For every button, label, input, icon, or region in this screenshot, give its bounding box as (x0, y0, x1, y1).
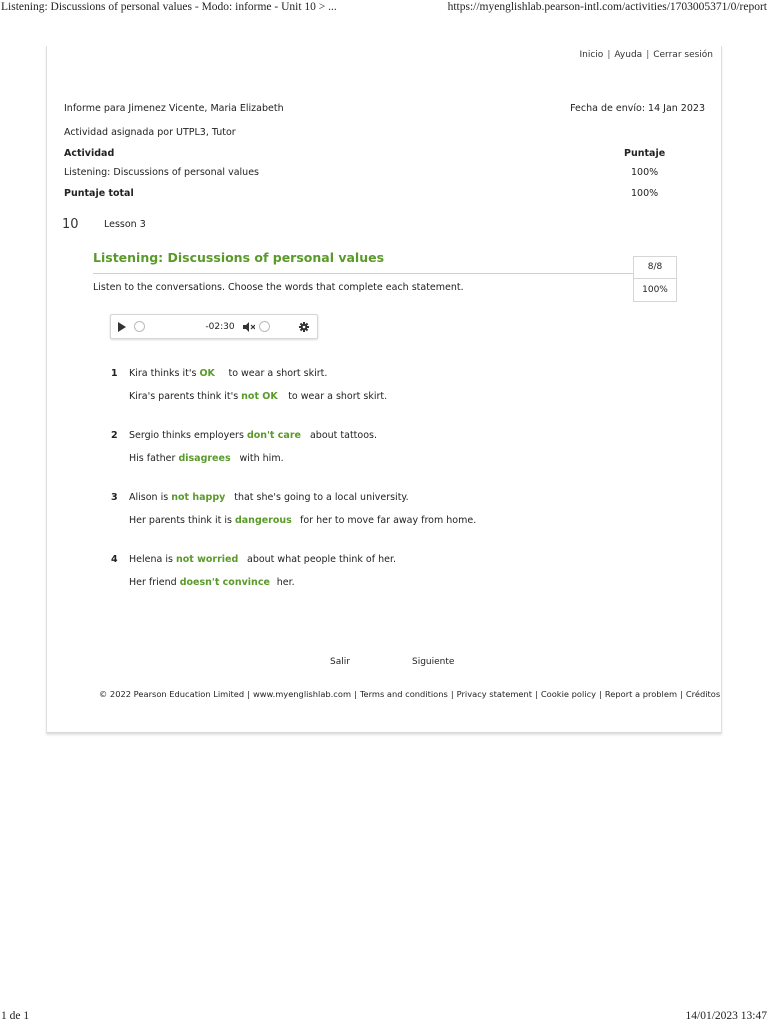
print-footer (0, 1006, 768, 1024)
report-frame (46, 46, 722, 733)
copyright-text: © 2022 Pearson Education Limited (99, 689, 245, 699)
question-text-after: to wear a short skirt. (288, 391, 388, 402)
site-link[interactable]: www.myenglishlab.com (252, 689, 352, 699)
question-number: 1 (111, 368, 118, 379)
question-line (129, 453, 284, 464)
mute-button[interactable] (242, 315, 256, 338)
question-text-after: that she's going to a local university. (234, 492, 409, 503)
report-total-score: 100% (631, 188, 659, 199)
next-button[interactable]: Siguiente (412, 657, 455, 667)
answer-choice: OK (199, 368, 215, 379)
question-text-before: Alison is (129, 492, 169, 503)
question-text-after: about tattoos. (309, 430, 377, 441)
question-line (129, 515, 476, 526)
score-percent: 100% (642, 285, 668, 295)
footer-separator: | (450, 689, 454, 699)
answer-choice: not worried (175, 554, 239, 565)
question-text-before: Sergio thinks employers (129, 430, 244, 441)
question-number: 3 (111, 492, 118, 503)
question-line (129, 430, 377, 441)
footer-separator: | (247, 689, 250, 699)
progress-knob-icon (134, 321, 145, 332)
print-page-url: https://myenglishlab.pearson-intl.com/activities/1703005371/0/report (447, 1, 767, 13)
top-nav-links (580, 50, 714, 60)
answer-choice: disagrees (178, 453, 231, 464)
exit-button[interactable]: Salir (330, 657, 350, 667)
mute-icon (243, 322, 255, 332)
lesson-label: Lesson 3 (104, 219, 146, 230)
legal-footer (99, 689, 720, 699)
question-text-after: for her to move far away from home. (300, 515, 477, 526)
settings-button[interactable] (297, 315, 311, 338)
footer-separator: | (535, 689, 538, 699)
activity-title: Listening: Discussions of personal values (93, 250, 385, 265)
question-line (129, 554, 396, 565)
print-page-title: Listening: Discussions of personal values - Modo: informe - Unit 10 > ... (1, 1, 337, 13)
time-remaining: -02:30 (205, 321, 235, 332)
audio-player (110, 314, 318, 339)
nav-home-link[interactable]: Inicio (579, 50, 604, 60)
answer-choice: not OK (241, 391, 278, 402)
title-divider (93, 273, 633, 274)
question-text-after: to wear a short skirt. (228, 368, 328, 379)
question-text-before: Helena is (129, 554, 173, 565)
answer-choice: dangerous (234, 515, 292, 526)
footer-separator: | (680, 689, 683, 699)
question-line (129, 492, 409, 503)
question-line (129, 391, 387, 402)
report-total-label: Puntaje total (64, 188, 134, 199)
gear-icon (299, 322, 309, 332)
nav-help-link[interactable]: Ayuda (614, 50, 643, 60)
footer-separator: | (599, 689, 602, 699)
activity-instructions: Listen to the conversations. Choose the words that complete each statement. (93, 282, 464, 293)
question-number: 2 (111, 430, 118, 441)
nav-separator: | (607, 50, 611, 60)
report-col-score: Puntaje (624, 148, 666, 159)
nav-separator: | (646, 50, 650, 60)
print-header (0, 0, 768, 18)
report-activity-score: 100% (631, 167, 659, 178)
report-problem-link[interactable]: Report a problem (604, 689, 678, 699)
score-box (633, 256, 677, 302)
question-text-before: Her friend (129, 577, 177, 588)
question-text-before: His father (129, 453, 176, 464)
progress-slider[interactable] (133, 315, 145, 338)
question-text-after: with him. (239, 453, 284, 464)
question-text-before: Her parents think it is (129, 515, 232, 526)
question-text-after: her. (276, 577, 295, 588)
cookie-link[interactable]: Cookie policy (540, 689, 597, 699)
print-datetime: 14/01/2023 13:47 (685, 1010, 767, 1022)
nav-logout-link[interactable]: Cerrar sesión (653, 50, 713, 60)
question-text-before: Kira thinks it's (129, 368, 197, 379)
report-sent-date: Fecha de envío: 14 Jan 2023 (570, 103, 705, 114)
terms-link[interactable]: Terms and conditions (359, 689, 448, 699)
report-activity-name: Listening: Discussions of personal values (64, 167, 259, 178)
volume-knob-icon (259, 321, 270, 332)
unit-number: 10 (62, 217, 79, 232)
credits-link[interactable]: Créditos (685, 689, 721, 699)
report-student: Informe para Jimenez Vicente, Maria Elizabeth (64, 103, 284, 114)
question-text-after: about what people think of her. (247, 554, 397, 565)
footer-separator: | (354, 689, 357, 699)
report-assigned-by: Actividad asignada por UTPL3, Tutor (64, 127, 236, 138)
question-text-before: Kira's parents think it's (129, 391, 239, 402)
privacy-link[interactable]: Privacy statement (456, 689, 533, 699)
report-col-activity: Actividad (64, 148, 115, 159)
volume-slider[interactable] (258, 315, 270, 338)
answer-choice: doesn't convince (179, 577, 270, 588)
question-number: 4 (111, 554, 118, 565)
play-button[interactable] (115, 315, 129, 338)
print-page-count: 1 de 1 (1, 1010, 30, 1022)
answer-choice: don't care (246, 430, 301, 441)
play-icon (118, 322, 126, 332)
question-line (129, 577, 295, 588)
question-line (129, 368, 327, 379)
answer-choice: not happy (171, 492, 226, 503)
score-fraction: 8/8 (634, 257, 676, 279)
